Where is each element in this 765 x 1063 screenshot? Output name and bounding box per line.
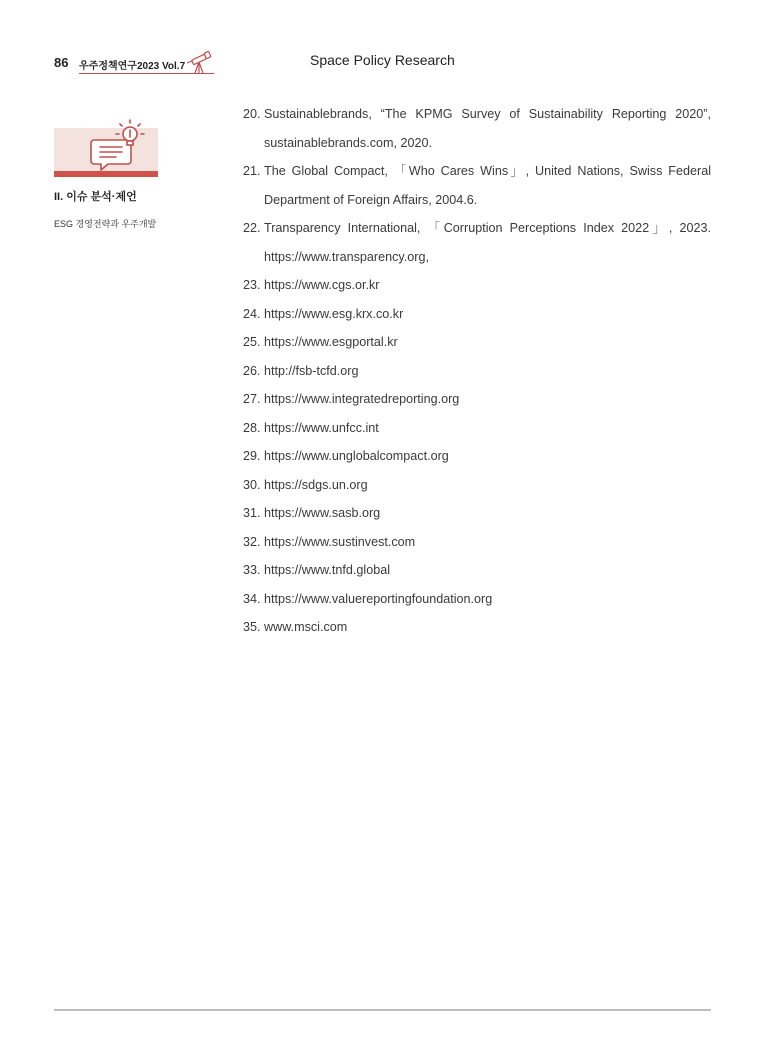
- reference-list: [243, 100, 711, 642]
- section-subtitle: ESG 경영전략과 우주개발: [54, 219, 157, 229]
- reference-item: 27. https://www.integratedreporting.org: [243, 392, 460, 406]
- reference-item: 30. https://sdgs.un.org: [243, 477, 368, 492]
- reference-item: 29. https://www.unglobalcompact.org: [243, 449, 449, 463]
- reference-item: 25. https://www.esgportal.kr: [243, 335, 398, 349]
- reference-item: 35. www.msci.com: [243, 620, 348, 634]
- reference-item: 24. https://www.esg.krx.co.kr: [243, 306, 404, 321]
- reference-item: 23. https://www.cgs.or.kr: [243, 278, 380, 292]
- reference-item: 34. https://www.valuereportingfoundation.org: [243, 591, 493, 606]
- telescope-icon: [186, 50, 214, 74]
- reference-item: 20. Sustainablebrands, “The KPMG Survey of Sustainability Reporting 2020”, sustainablebrands.com, 2020.: [243, 107, 711, 150]
- reference-item: 22. Transparency International, 「Corruption Perceptions Index 2022」, 2023. https://www.transparency.org,: [243, 221, 711, 264]
- series-title: Space Policy Research: [310, 52, 455, 68]
- presentation-lightbulb-icon: [88, 116, 150, 174]
- reference-item: 33. https://www.tnfd.global: [243, 563, 391, 577]
- reference-item: 28. https://www.unfcc.int: [243, 420, 379, 435]
- reference-item: 26. http://fsb-tcfd.org: [243, 363, 359, 378]
- footer-divider: [54, 1009, 711, 1011]
- page-number: 86: [54, 55, 69, 70]
- reference-item: 31. https://www.sasb.org: [243, 506, 381, 520]
- journal-title: 우주정책연구2023 Vol.7: [79, 61, 186, 72]
- page-header: [54, 50, 711, 76]
- header-divider: [79, 73, 214, 74]
- reference-item: 32. https://www.sustinvest.com: [243, 534, 416, 549]
- reference-item: 21. The Global Compact, 「Who Cares Wins」, United Nations, Swiss Federal Department of Foreign Affairs, 2004.6.: [243, 164, 711, 207]
- section-title: II. 이슈 분석·제언: [54, 191, 137, 203]
